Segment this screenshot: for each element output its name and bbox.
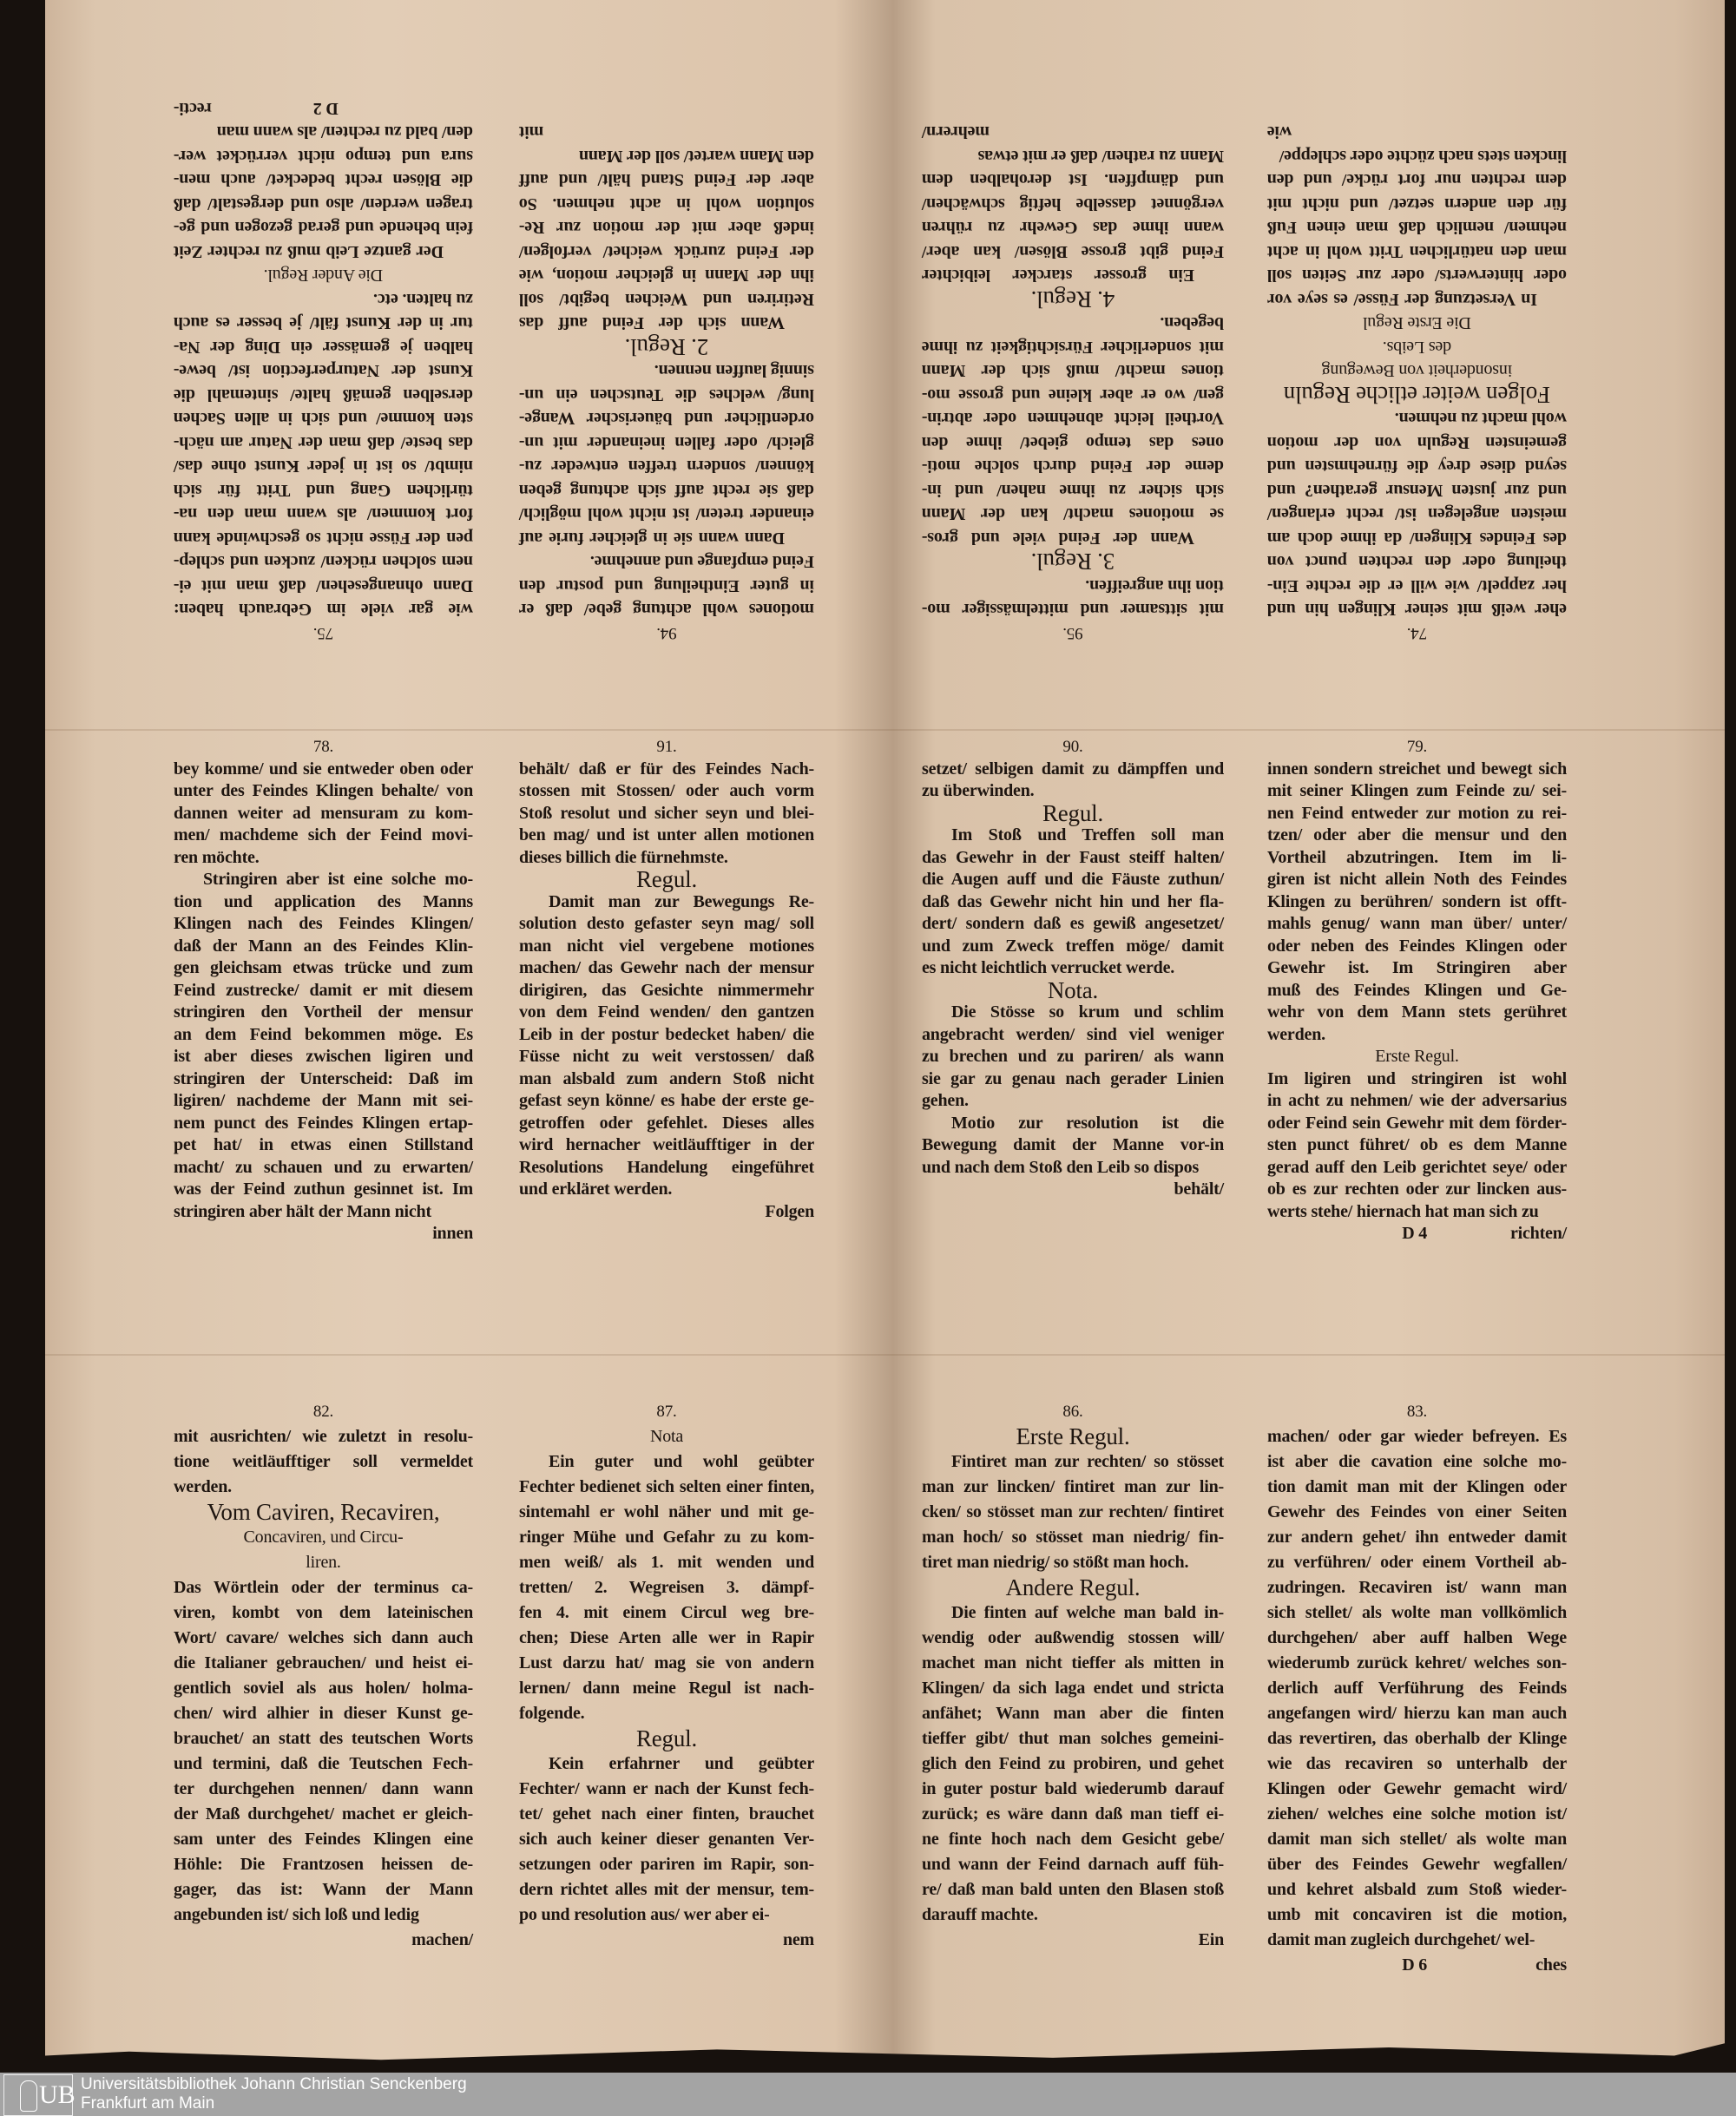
text-line: und wann der Feind darnach auff füh- [922, 1855, 1224, 1874]
text-line: tion ihn angreiffen. [1085, 576, 1224, 595]
text-line: gehen. [922, 1091, 969, 1110]
text-line: in guter postur bald wiederumb darauf [922, 1779, 1224, 1798]
text-line: Füsse nicht zu weit verstossen/ daß [519, 1047, 814, 1066]
text-line: ihn der Mann in gleicher motion, wie [519, 266, 814, 286]
text-line: ringer Mühe und Gefahr zu zu kom- [519, 1528, 814, 1547]
text-line: fein behende und gerad gezogen und ge- [174, 218, 473, 238]
text-line: setzungen oder pariren im Rapir, son- [519, 1855, 814, 1874]
page-82 [174, 1399, 473, 1953]
section-heading: Vom Caviren, Recaviren, [207, 1499, 440, 1525]
text-line: wie gar viele im Gebrauch haben: [174, 600, 473, 620]
subheading: Nota [649, 1427, 684, 1446]
text-line: und kehret alsbald zum Stoß wieder- [1267, 1880, 1567, 1899]
text-line: das revertiren, das oberhalb der Klinge [1267, 1729, 1567, 1748]
text-line: pen der Füsse nicht so geschwinde kann [174, 529, 473, 548]
text-line: Klingen/ da sich laga endet und stricta [922, 1679, 1224, 1698]
catchword: machen/ [411, 1930, 473, 1949]
text-line: gleich/ oder fallen ineinander mit un- [519, 433, 814, 452]
text-line: gen gleichsam etwas trücke und zum [174, 958, 473, 977]
catchword: Folgen [765, 1201, 814, 1221]
subheading: Die Ander Regul. [263, 266, 384, 286]
page-94 [519, 102, 814, 645]
text-line: cken/ so stösset man zur rechten/ fintiret [922, 1502, 1224, 1521]
text-line: und nach dem Stoß den Leib so dispos [922, 1157, 1200, 1177]
text-line: eher weiß mit seiner Klingen hin und [1267, 600, 1567, 620]
text-line: indeß aber mit der motion zur Re- [519, 218, 814, 238]
text-line: wird hernacher weitläufftiger in der [519, 1135, 814, 1154]
text-line: Gewehr des Feindes von einer Seiten [1267, 1502, 1567, 1521]
text-line: meisten angelegen ist/ recht erlangen/ [1267, 504, 1567, 524]
text-line: ligiren/ nachdeme der Mann mit sei- [174, 1091, 473, 1110]
text-line: gerad auff den Leib gerichtet seye/ oder [1267, 1157, 1567, 1177]
text-line: Wann der Feind viele und gros- [922, 529, 1194, 548]
text-line: tur in der Kunst fält/ je besser es auch [174, 313, 473, 333]
page-number: 75. [312, 624, 334, 642]
text-line: dert/ sondern daß es gewiß angesetzet/ [922, 914, 1224, 933]
text-line: ben mag/ und ist unter allen motionen [519, 825, 814, 844]
text-line: tragen werden/ also und dergestalt/ daß [174, 194, 473, 214]
page-79 [1267, 736, 1567, 1245]
text-line: nimbt/ so ist in jeder Kunst ohne das/ [174, 457, 473, 476]
text-line: mit sonderlicher Fürsichtigkeit zu ihme [922, 338, 1224, 357]
text-line: oder hinterwerts/ oder zur Seiten soll [1267, 266, 1567, 286]
section-heading: Folgen weiter etliche Reguln [1283, 382, 1551, 408]
text-line: getroffen oder gefehlet. Dieses alles [519, 1113, 814, 1133]
text-line: stringiren aber hält der Mann nicht [174, 1201, 431, 1221]
text-line: sich stellet/ als wolte man vollkömlich [1267, 1603, 1567, 1622]
text-line: der Maß durchgehet/ machet er gleich- [174, 1804, 473, 1824]
text-line: und zum Zweck treffen möge/ damit [922, 936, 1224, 956]
text-line: ziehen/ welches eine solche motion ist/ [1267, 1804, 1567, 1824]
text-line: daß das Gewehr nicht hin und her fla- [922, 891, 1224, 911]
text-line: Vortheil leicht abnehmen oder abtrin- [922, 409, 1224, 429]
text-line: mit seiner Klingen zum Feinde zu/ sei- [1267, 781, 1567, 800]
text-line: solution desto gefaster seyn mag/ soll [519, 914, 814, 933]
text-line: und termini, daß die Teutschen Fech- [174, 1754, 473, 1773]
page-number: 86. [1062, 1403, 1083, 1421]
catchword: mit [519, 122, 544, 142]
text-line: gentlich soviel als aus holen/ holma- [174, 1679, 473, 1698]
text-line: Bewegung damit der Manne vor-in [922, 1135, 1224, 1154]
subheading: des Leibs. [1382, 338, 1452, 357]
text-line: man hoch/ so stösset man niedrig/ fin- [922, 1528, 1224, 1547]
text-line: machet man nicht tieffer als mitten in [922, 1653, 1224, 1672]
text-line: theilung oder den rechten punct von [1267, 552, 1567, 572]
text-line: fort kommen/ als wann man den na- [174, 504, 473, 524]
text-line: Ein grosser starcker leibichter [922, 266, 1194, 286]
signature-line [1267, 1223, 1567, 1245]
text-line: tieffer gibt/ thut man solches gemeini- [922, 1729, 1224, 1748]
text-line: brauchet/ an statt des teutschen Worts [174, 1729, 473, 1748]
text-line: begeben. [1160, 313, 1224, 333]
text-line: vergönnet dasselbe heftig schwächen/ [922, 194, 1224, 214]
text-line: giren ist nicht allein Noth des Feindes [1267, 870, 1567, 889]
catchword: behält/ [1174, 1180, 1224, 1199]
text-line: Klingen zu berühren/ sondern ist offt- [1267, 891, 1567, 911]
text-line: tion und application des Manns [174, 891, 473, 911]
text-line: die Italianer gebrauchen/ und heist ei- [174, 1653, 473, 1672]
text-line: dannen weiter ad mensuram zu kom- [174, 803, 473, 823]
text-line: Die finten auf welche man bald in- [951, 1603, 1224, 1622]
subheading: liren. [306, 1553, 341, 1572]
text-line: wehr von dem Mann stets gerühret [1267, 1002, 1567, 1022]
text-line: zudringen. Recaviren ist/ wann man [1267, 1578, 1567, 1597]
catchword: innen [432, 1224, 473, 1243]
text-line: tet/ gehet nach einer finten, brauchet [519, 1804, 814, 1824]
text-line: damit man zugleich durchgehet/ wel- [1267, 1930, 1535, 1949]
fold-line [45, 1354, 1725, 1356]
catchword: Ein [1198, 1930, 1224, 1949]
signature-line [1267, 1953, 1567, 1978]
text-line: nem solchen rücken/ zucken und schlep- [174, 552, 473, 572]
text-line: ordentlicher und bäuerischer Wange- [519, 409, 814, 429]
text-line: ob es zur rechten oder zur lincken aus- [1267, 1180, 1567, 1199]
catchword: mehrern/ [922, 122, 990, 142]
text-line: sich sicher zu ihme nahen/ und in- [922, 481, 1224, 500]
text-line: angebunden ist/ sich loß und ledig [174, 1905, 419, 1924]
text-line: es nicht leichtlich verrucket werde. [922, 958, 1175, 977]
text-line: derselben gemäß halte/ sintemahl die [174, 385, 473, 404]
portrait-icon [20, 2080, 37, 2112]
text-line: nehmen/ nemlich daß man einen Fuß [1267, 218, 1567, 238]
page-83 [1267, 1399, 1567, 1978]
text-line: men/ machdeme sich der Feind movi- [174, 825, 473, 844]
text-line: Lust darzu hat/ mag sie von andern [519, 1653, 814, 1672]
fold-line [45, 729, 1725, 731]
text-line: über des Feindes Gewehr wegfallen/ [1267, 1855, 1567, 1874]
text-line: unter des Feindes Klingen behalte/ von [174, 781, 473, 800]
text-line: daß der Mann an des Feindes Klin- [174, 936, 473, 956]
text-line: zurück; es wäre dann daß man tieff ei- [922, 1804, 1224, 1824]
text-line: Leib in der postur bedecket haben/ die [519, 1024, 814, 1044]
text-line: umb mit concaviren ist die motion, [1267, 1905, 1567, 1924]
subheading: Concaviren, und Circu- [243, 1528, 404, 1547]
text-line: das beste/ daß man der Natur am näch- [174, 433, 473, 452]
text-line: man zur lincken/ fintiret man zur lin- [922, 1477, 1224, 1496]
text-line: lincken stets nach züchte oder schleppe/ [1279, 147, 1567, 166]
text-line: dem rechten nur fort rücke/ und den [1267, 170, 1567, 190]
text-line: und dämpffen. Ist derohalben dem [922, 170, 1224, 190]
text-line: Feind empfange und annehme. [590, 552, 814, 572]
text-line: gen/ wo er aber kleine und grosse mo- [922, 385, 1224, 404]
text-line: durchgehen/ aber auff halben Wege [1267, 1628, 1567, 1647]
section-heading: Regul. [635, 1725, 698, 1751]
page-78 [174, 736, 473, 1245]
ub-logo [3, 2074, 76, 2116]
text-line: Wann sich der Feind auff das [519, 313, 785, 333]
text-line: Kunst der Naturperfection ist/ bewe- [174, 361, 473, 381]
text-line: stringiren der Unterscheid: Daß im [174, 1068, 473, 1088]
text-line: werden. [1267, 1024, 1325, 1044]
text-line: das Gewehr in der Faust steiff halten/ [922, 847, 1224, 867]
signature-mark: D 2 [312, 99, 339, 118]
text-line: viren, kombt von dem lateinischen [174, 1603, 473, 1622]
text-line: ren möchte. [174, 847, 260, 867]
text-line: für den andern setzet/ und nicht mit [1267, 194, 1567, 214]
text-line: gefast seyn könne/ es habe der erste ge- [519, 1091, 814, 1110]
text-line: zu halten. etc. [373, 290, 473, 309]
text-line: Stringiren aber ist eine solche mo- [203, 870, 473, 889]
text-line: motiones wohl achtung gebe/ daß er [519, 600, 814, 620]
text-line: Gewehr ist. Im Stringiren aber [1267, 958, 1567, 977]
text-line: mit sittsamer und mittelmässiger mo- [922, 600, 1224, 620]
page-number: 95. [1062, 624, 1083, 642]
text-line: tzen/ oder aber die mensur und den [1267, 825, 1567, 844]
signature-mark: D 6 [1402, 1955, 1428, 1975]
page-number: 91. [656, 738, 677, 756]
text-line: anfähet; Wann man aber die finten [922, 1704, 1224, 1723]
page-75 [174, 99, 473, 645]
section-heading: Erste Regul. [1016, 1423, 1130, 1449]
text-line: in guter Eintheilung und postur den [519, 576, 814, 595]
text-line: sie gar zu genau nach gerader Linien [922, 1068, 1224, 1088]
text-line: zu brechen und zu pariren/ als wann [922, 1047, 1224, 1066]
page-87 [519, 1399, 814, 1953]
page-number: 94. [656, 624, 677, 642]
text-line: gemeinsten Reguln von der motion [1267, 433, 1567, 452]
text-line: werts stehe/ hiernach hat man sich zu [1267, 1201, 1539, 1221]
subheading: Erste Regul. [1375, 1047, 1459, 1066]
text-line: Klingen oder Gewehr gemacht wird/ [1267, 1779, 1567, 1798]
text-line: chen; Diese Arten alle wer in Rapir [519, 1628, 814, 1647]
text-line: muß des Feindes Klingen und Ge- [1267, 980, 1567, 1000]
text-line: In Versetzung der Füsse/ es seye vor [1267, 290, 1537, 309]
page-number: 78. [312, 738, 334, 756]
library-name: Universitätsbibliothek Johann Christian Senckenberg [81, 2075, 467, 2093]
text-line: aber der Feind Stand hält/ und auff [519, 170, 814, 190]
text-line: innen sondern streichet und bewegt sich [1267, 759, 1567, 779]
text-line: zur andern gehet/ ihn entweder damit [1267, 1528, 1567, 1547]
text-line: men weiß/ als 1. mit wenden und [519, 1553, 814, 1572]
text-line: her zappelt/ wie will er die rechte Ein- [1267, 576, 1567, 595]
text-line: wohl macht zu nehmen. [1394, 409, 1567, 429]
section-heading: 4. Regul. [1030, 286, 1115, 312]
text-line: der Feind zurück weichet/ verfolgen/ [519, 242, 814, 261]
text-line: deme der Feind durch solche moti- [922, 457, 1224, 476]
text-line: Im ligiren und stringiren ist wohl [1267, 1068, 1567, 1088]
text-line: derlich auff Verführung des Feinds [1267, 1679, 1567, 1698]
text-line: man alsbald zum andern Stoß nicht [519, 1068, 814, 1088]
section-heading: Regul. [1042, 799, 1104, 826]
text-line: tion damit man mit der Klingen oder [1267, 1477, 1567, 1496]
catchword: richten/ [1509, 1224, 1567, 1243]
text-line: Retiriren und Weichen begibt/ soll [519, 290, 814, 309]
text-line: halben je gemässer ein Ding der Na- [174, 338, 473, 357]
text-line: türlichen Gang und Tritt für sich [174, 481, 473, 500]
text-line: Feind zustrecke/ damit er mit diesem [174, 980, 473, 1000]
text-line: des Feindes Klingen/ da ihme doch am [1267, 529, 1567, 548]
text-line: Fintiret man zur rechten/ so stösset [951, 1452, 1224, 1471]
text-line: wiederumb zurück kehret/ welches son- [1267, 1653, 1567, 1672]
section-heading: 3. Regul. [1030, 549, 1115, 575]
text-line: sinnig lauffen nennen. [654, 361, 814, 381]
text-line: dern richtet alles mit der mensur, tem- [519, 1880, 814, 1899]
text-line: die Blösen recht bedecket/ auch men- [174, 170, 473, 190]
page-90 [922, 736, 1224, 1201]
text-line: Mann zu rathen/ daß er mit etwas [977, 147, 1224, 166]
text-line: Wort/ cavare/ welches sich dann auch [174, 1628, 473, 1647]
section-heading: Regul. [635, 866, 698, 892]
page-number: 74. [1406, 624, 1428, 642]
text-line: fen 4. mit einem Circul weg bre- [519, 1603, 814, 1622]
text-line: seynd diese drey die fürnehmsten und [1267, 457, 1567, 476]
text-line: den/ bald zu rechten/ als wann man [216, 122, 473, 142]
text-line: pet hat/ in etwas einen Stillstand [174, 1135, 473, 1154]
text-line: man den natürlichen Tritt wohl in acht [1267, 242, 1567, 261]
text-line: angefangen wird/ hierzu kan man auch [1267, 1704, 1567, 1723]
text-line: in acht zu nehmen/ wie der adversarius [1267, 1091, 1567, 1110]
text-line: wendig oder außwendig stossen will/ [922, 1628, 1224, 1647]
text-line: glich den Feind zu probiren, und gehet [922, 1754, 1224, 1773]
text-line: re/ daß man bald unten den Blasen stoß [922, 1880, 1224, 1899]
library-city: Frankfurt am Main [81, 2094, 215, 2113]
text-line: tione weitläufftiger soll vermeldet [174, 1452, 473, 1471]
text-line: lernen/ dann meine Regul ist nach- [519, 1679, 814, 1698]
text-line: werden. [174, 1477, 232, 1496]
text-line: ist aber dieses zwischen ligiren und [174, 1047, 473, 1066]
text-line: Stoß resolut und sicher seyn und blei- [519, 803, 814, 823]
text-line: und zur justen Mensur gerathen? und [1267, 481, 1567, 500]
text-line: angebracht werden/ sind viel weniger [922, 1024, 1224, 1044]
section-heading: Nota. [1047, 976, 1099, 1003]
text-line: Vortheil abzutringen. Item im li- [1267, 847, 1567, 867]
logo-text: UB [39, 2080, 76, 2109]
text-line: solution wohl in acht nehmen. So [519, 194, 814, 214]
text-line: oder neben des Feindes Klingen oder [1267, 936, 1567, 956]
text-line: einander treten/ ist nicht wohl möglich/ [519, 504, 814, 524]
text-line: sura und tempo nicht verrücket wer- [174, 147, 473, 166]
text-line: nem punct des Feindes Klingen ertap- [174, 1113, 473, 1133]
text-line: Dann wann sie in gleicher furie auf [519, 529, 785, 548]
page-86 [922, 1399, 1224, 1953]
text-line: sintemahl er wohl näher und mit ge- [519, 1502, 814, 1521]
text-line: sten komme/ und sich in allen Sachen [174, 409, 473, 429]
text-line: se motiones macht/ kan der Mann [922, 504, 1224, 524]
text-line: chen/ wird alhier in dieser Kunst ge- [174, 1704, 473, 1723]
text-line: was der Feind zuthun gesinnet ist. Im [174, 1180, 473, 1199]
text-line: gager, das ist: Wann der Mann [174, 1880, 473, 1899]
text-line: sam unter des Feindes Klingen eine [174, 1830, 473, 1849]
text-line: die Augen auff und die Fäuste zuthun/ [922, 870, 1224, 889]
text-line: Fechter/ wann er nach der Kunst fech- [519, 1779, 814, 1798]
page-95 [922, 102, 1224, 645]
text-line: zu überwinden. [922, 781, 1035, 800]
text-line: tretten/ 2. Wegreisen 3. dämpf- [519, 1578, 814, 1597]
page-91 [519, 736, 814, 1223]
text-line: dieses billich die fürnehmste. [519, 847, 728, 867]
text-line: stossen mit Stossen/ oder auch vorm [519, 781, 814, 800]
text-line: wann ihme das Gewehr zu rühren [922, 218, 1224, 238]
text-line: ter durchgehen nennen/ dann wann [174, 1779, 473, 1798]
text-line: Motio zur resolution ist die [951, 1113, 1224, 1133]
text-line: mahls genug/ wann man über/ unter/ [1267, 914, 1567, 933]
signature-line [174, 96, 473, 121]
library-footer [0, 2073, 1736, 2116]
text-line: machen/ das Gewehr nach der mensur [519, 958, 814, 977]
text-line: und erkläret werden. [519, 1180, 673, 1199]
page-number: 90. [1062, 738, 1083, 756]
text-line: Fechter bedienet sich selten einer finten, [519, 1477, 814, 1496]
catchword: wie [1267, 122, 1292, 142]
text-line: Dann ohnangesehen/ daß man mit ei- [174, 576, 473, 595]
section-heading: Andere Regul. [1005, 1574, 1141, 1600]
text-line: dirigiren, das Gesichte nimmermehr [519, 980, 814, 1000]
text-line: ist aber die cavation eine solche mo- [1267, 1452, 1567, 1471]
text-line: Der gantze Leib muß zu rechter Zeit [174, 242, 444, 261]
text-line: po und resolution aus/ wer aber ei- [519, 1905, 770, 1924]
catchword: ches [1535, 1955, 1567, 1975]
signature-mark: D 4 [1402, 1224, 1428, 1243]
text-line: Damit man zur Bewegungs Re- [549, 891, 814, 911]
page-number: 87. [656, 1403, 677, 1421]
text-line: ne finte hoch nach dem Gesicht gebe/ [922, 1830, 1224, 1849]
text-line: mit ausrichten/ wie zuletzt in resolu- [174, 1427, 473, 1446]
text-line: macht/ zu schauen und zu erwarten/ [174, 1157, 473, 1177]
page-number: 83. [1406, 1403, 1428, 1421]
text-line: lung/ welches die Teutschen ein un- [519, 385, 814, 404]
text-line: oder Feind sein Gewehr mit dem förder- [1267, 1113, 1567, 1133]
text-line: Ein guter und wohl geübter [549, 1452, 814, 1471]
text-line: Klingen nach des Feindes Klingen/ [174, 914, 473, 933]
section-heading: 2. Regul. [624, 334, 709, 360]
subheading: Die Erste Regul [1363, 313, 1471, 333]
text-line: tiret man niedrig/ so stößt man hoch. [922, 1553, 1189, 1572]
text-line: daß sie recht auff sich achtung geben [519, 481, 814, 500]
text-line: sten punct führet/ ob es dem Manne [1267, 1135, 1567, 1154]
text-line: Im Stoß und Treffen soll man [951, 825, 1224, 844]
text-line: wie das recaviren so unterhalb der [1267, 1754, 1567, 1773]
text-line: Die Stösse so krum und schlim [951, 1002, 1224, 1022]
text-line: damit man sich stellet/ als wolte man [1267, 1830, 1567, 1849]
text-line: bey komme/ und sie entweder oben oder [174, 759, 473, 779]
text-line: Höhle: Die Frantzosen heissen de- [174, 1855, 473, 1874]
page-74 [1267, 102, 1567, 645]
text-line: setzet/ selbigen damit zu dämpffen und [922, 759, 1224, 779]
text-line: Das Wörtlein oder der terminus ca- [174, 1578, 473, 1597]
text-line: Kein erfahrner und geübter [549, 1754, 814, 1773]
text-line: Resolutions Handelung eingeführet [519, 1157, 814, 1177]
text-line: folgende. [519, 1704, 585, 1723]
text-line: behält/ daß er für des Feindes Nach- [519, 759, 814, 779]
text-line: von dem Feind wenden/ den gantzen [519, 1002, 814, 1022]
text-line: darauff machte. [922, 1905, 1038, 1924]
text-line: nen Feind entweder zur motion zu rei- [1267, 803, 1567, 823]
text-line: ones das tempo giebet/ ihme den [922, 433, 1224, 452]
text-line: man nicht viel vergebene motiones [519, 936, 814, 956]
text-line: an dem Feind bekommen möge. Es [174, 1024, 473, 1044]
page-number: 82. [312, 1403, 334, 1421]
subheading: insonderheit von Bewegung [1321, 361, 1513, 381]
text-line: tiones macht/ muß sich der Mann [922, 361, 1224, 381]
text-line: zu verführen/ oder einem Vortheil ab- [1267, 1553, 1567, 1572]
catchword: nem [782, 1930, 814, 1949]
text-line: stringiren den Vortheil der mensur [174, 1002, 473, 1022]
catchword: recti- [174, 99, 212, 118]
text-line: können/ sondern treffen entweder zu- [519, 457, 814, 476]
page-number: 79. [1406, 738, 1428, 756]
text-line: den Mann wartet/ soll der Mann [579, 147, 814, 166]
text-line: machen/ oder gar wieder befreyen. Es [1267, 1427, 1567, 1446]
text-line: Feind gibt grosse Blösen/ kan aber/ [922, 242, 1224, 261]
text-line: sich auch keiner dieser genanten Ver- [519, 1830, 814, 1849]
